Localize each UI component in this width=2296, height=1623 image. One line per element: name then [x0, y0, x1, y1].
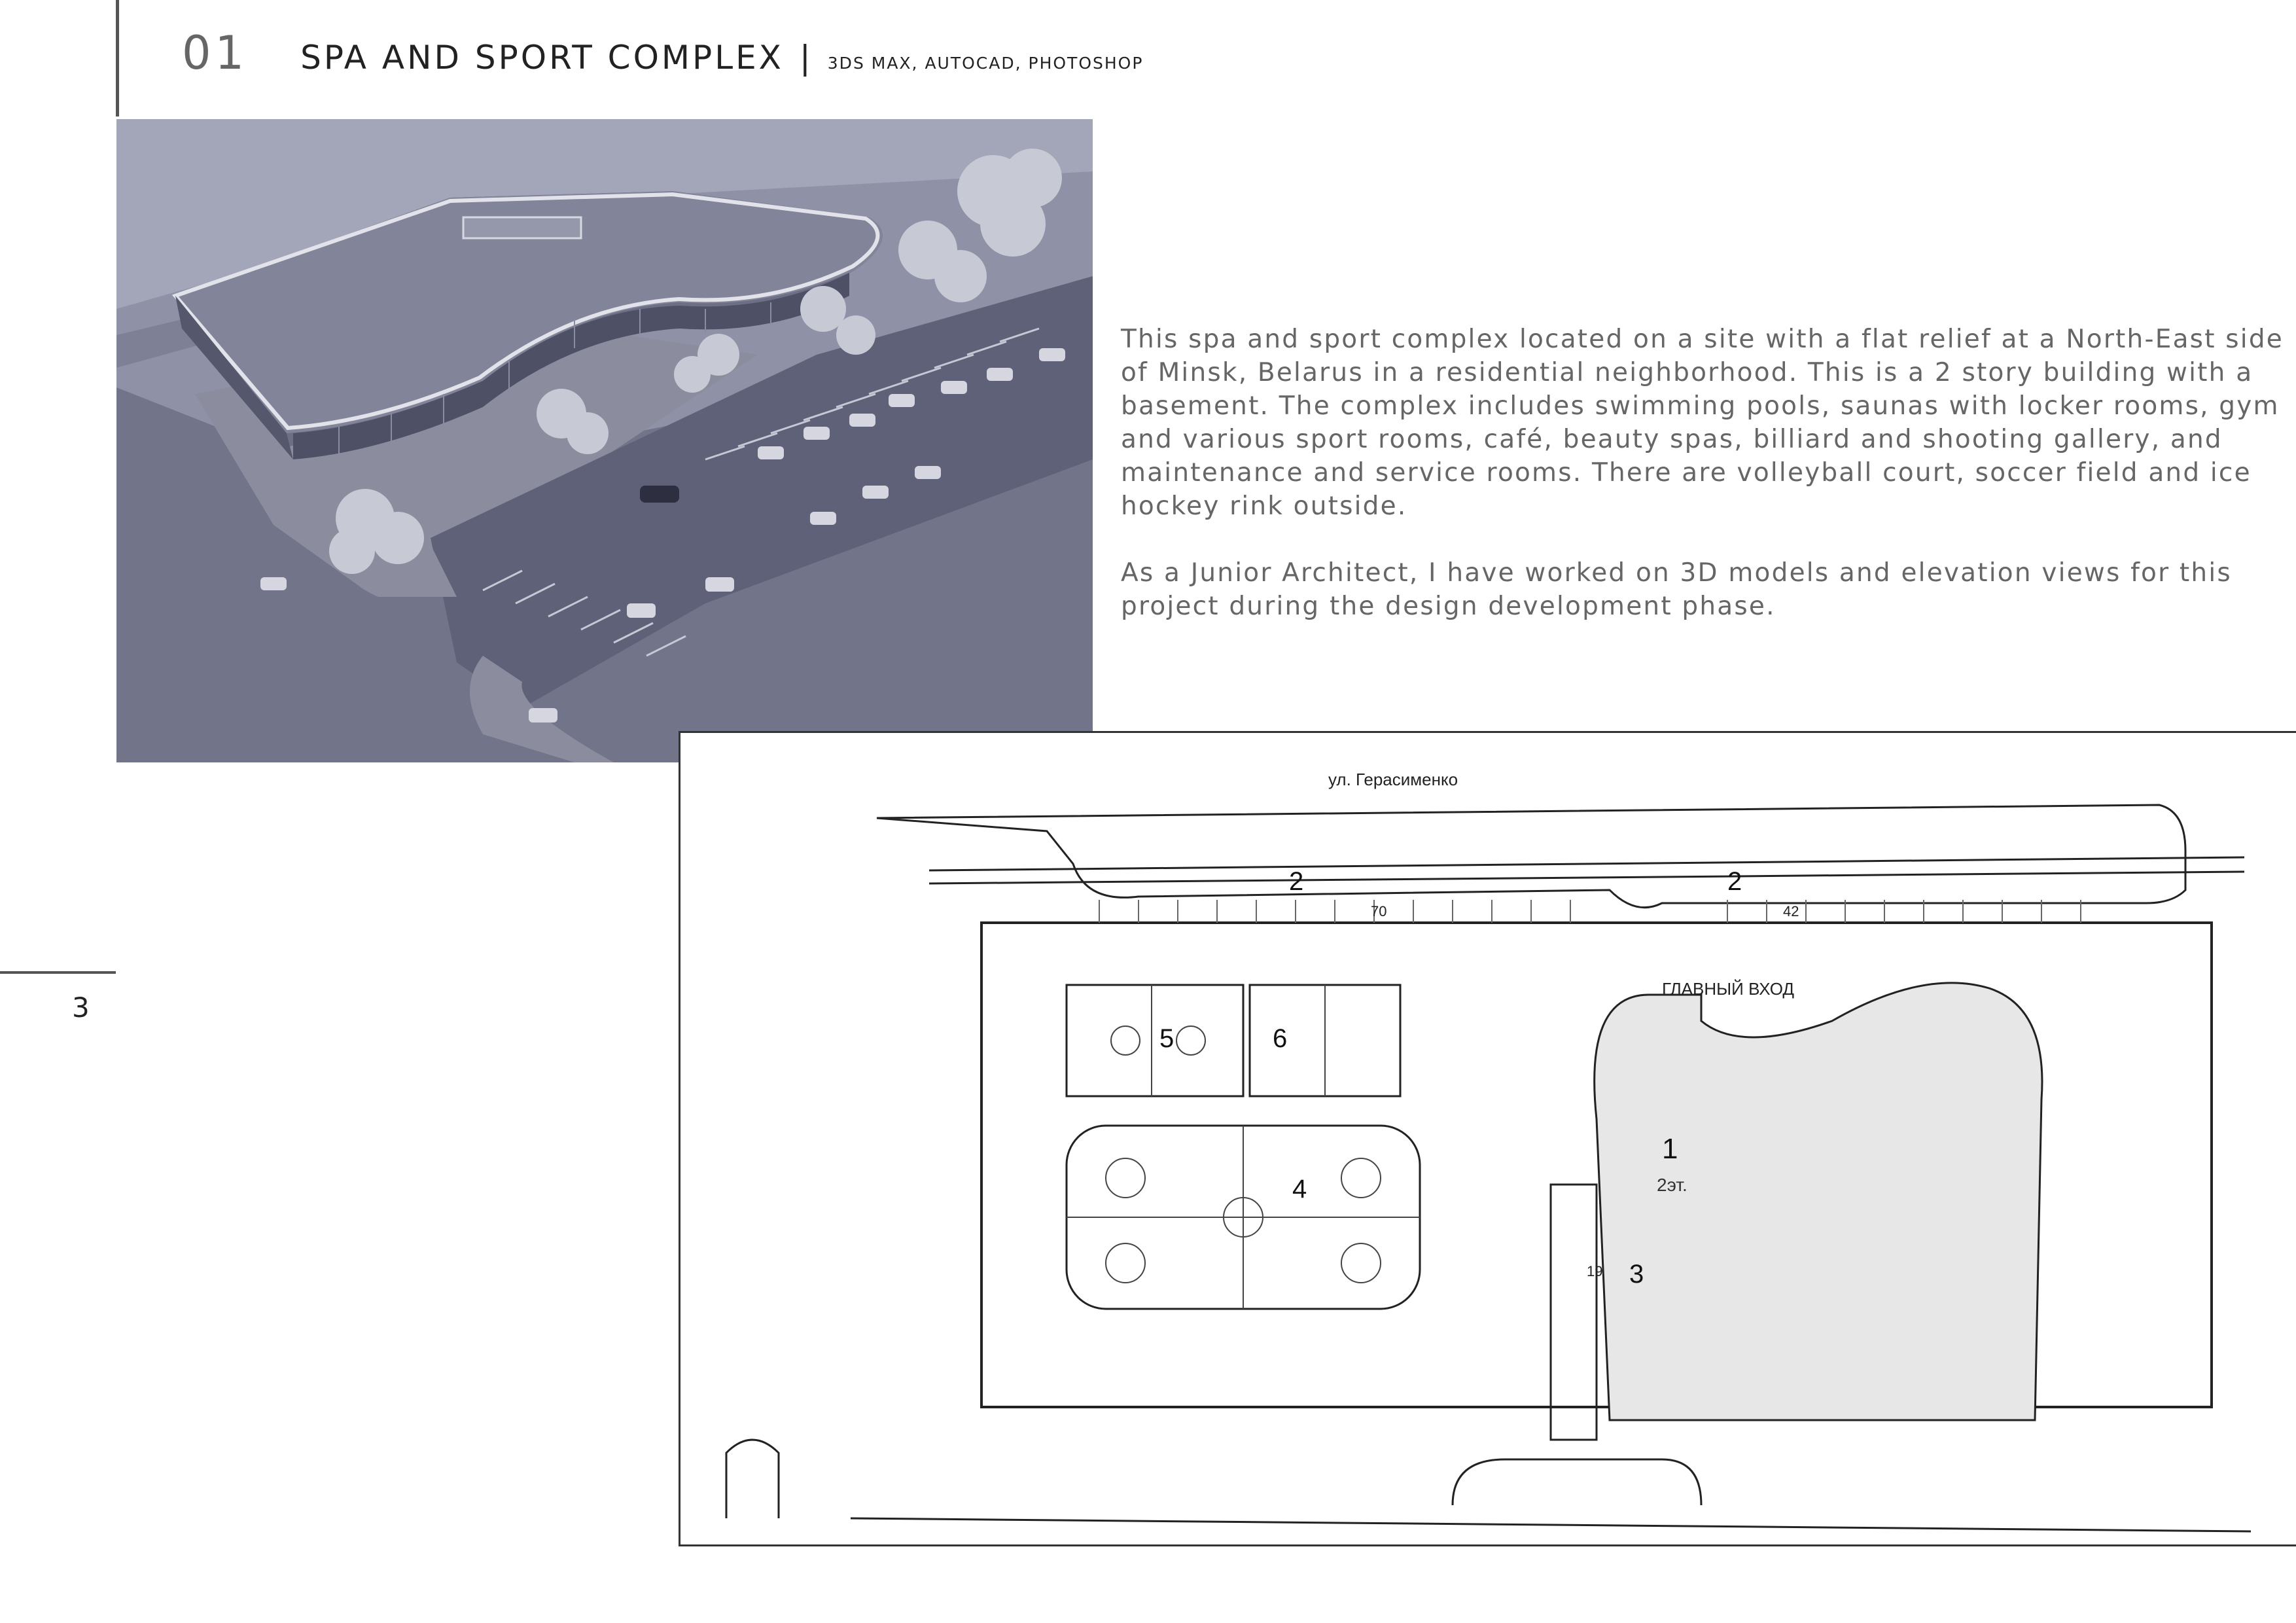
- parking-area-label-b: 2: [1727, 867, 1742, 896]
- project-number: 01: [182, 26, 249, 80]
- parking-area-label-a: 2: [1289, 867, 1304, 896]
- footer-rule: [0, 971, 116, 974]
- parking-area-label-c: 3: [1629, 1260, 1644, 1289]
- site-plan-drawing: [679, 731, 2296, 1546]
- basketball-court-label: 5: [1159, 1024, 1174, 1053]
- project-description: [1121, 323, 2292, 656]
- building-floors-label: 2эт.: [1657, 1175, 1687, 1195]
- page-number: 3: [72, 991, 90, 1024]
- header-vertical-rule: [116, 0, 119, 116]
- site-plan-svg: [680, 733, 2296, 1544]
- hockey-rink-label: 4: [1292, 1175, 1307, 1204]
- render-illustration: [116, 119, 1093, 762]
- software-list: 3DS MAX, AUTOCAD, PHOTOSHOP: [827, 54, 1144, 73]
- street-name-label: ул. Герасименко: [1328, 770, 1458, 789]
- main-entrance-label: ГЛАВНЫЙ ВХОД: [1662, 979, 1795, 999]
- parking-spaces-c: 19: [1587, 1263, 1603, 1279]
- parking-spaces-b: 42: [1783, 903, 1799, 919]
- description-paragraph-2: As a Junior Architect, I have worked on 3D models and elevation views for this project during the design development phase.: [1121, 558, 2232, 621]
- aerial-render-image: [116, 119, 1093, 762]
- parking-spaces-a: 70: [1371, 903, 1387, 919]
- project-title: SPA AND SPORT COMPLEX: [300, 39, 784, 77]
- page-header: [182, 26, 1143, 85]
- building-number-label: 1: [1662, 1133, 1678, 1165]
- title-separator: |: [799, 39, 811, 77]
- description-paragraph-1: This spa and sport complex located on a site with a flat relief at a North-East side of Minsk, Belarus in a residential neighborhood. This is a 2 story building with a basement. The complex includes swimming pools, saunas with locker rooms, gym and various sport rooms, café, beauty spas, billiard and shooting gallery, and maintenance and service rooms. There are volleyball court, soccer field and ice hockey rink outside.: [1121, 325, 2284, 521]
- volleyball-court-label: 6: [1273, 1024, 1288, 1053]
